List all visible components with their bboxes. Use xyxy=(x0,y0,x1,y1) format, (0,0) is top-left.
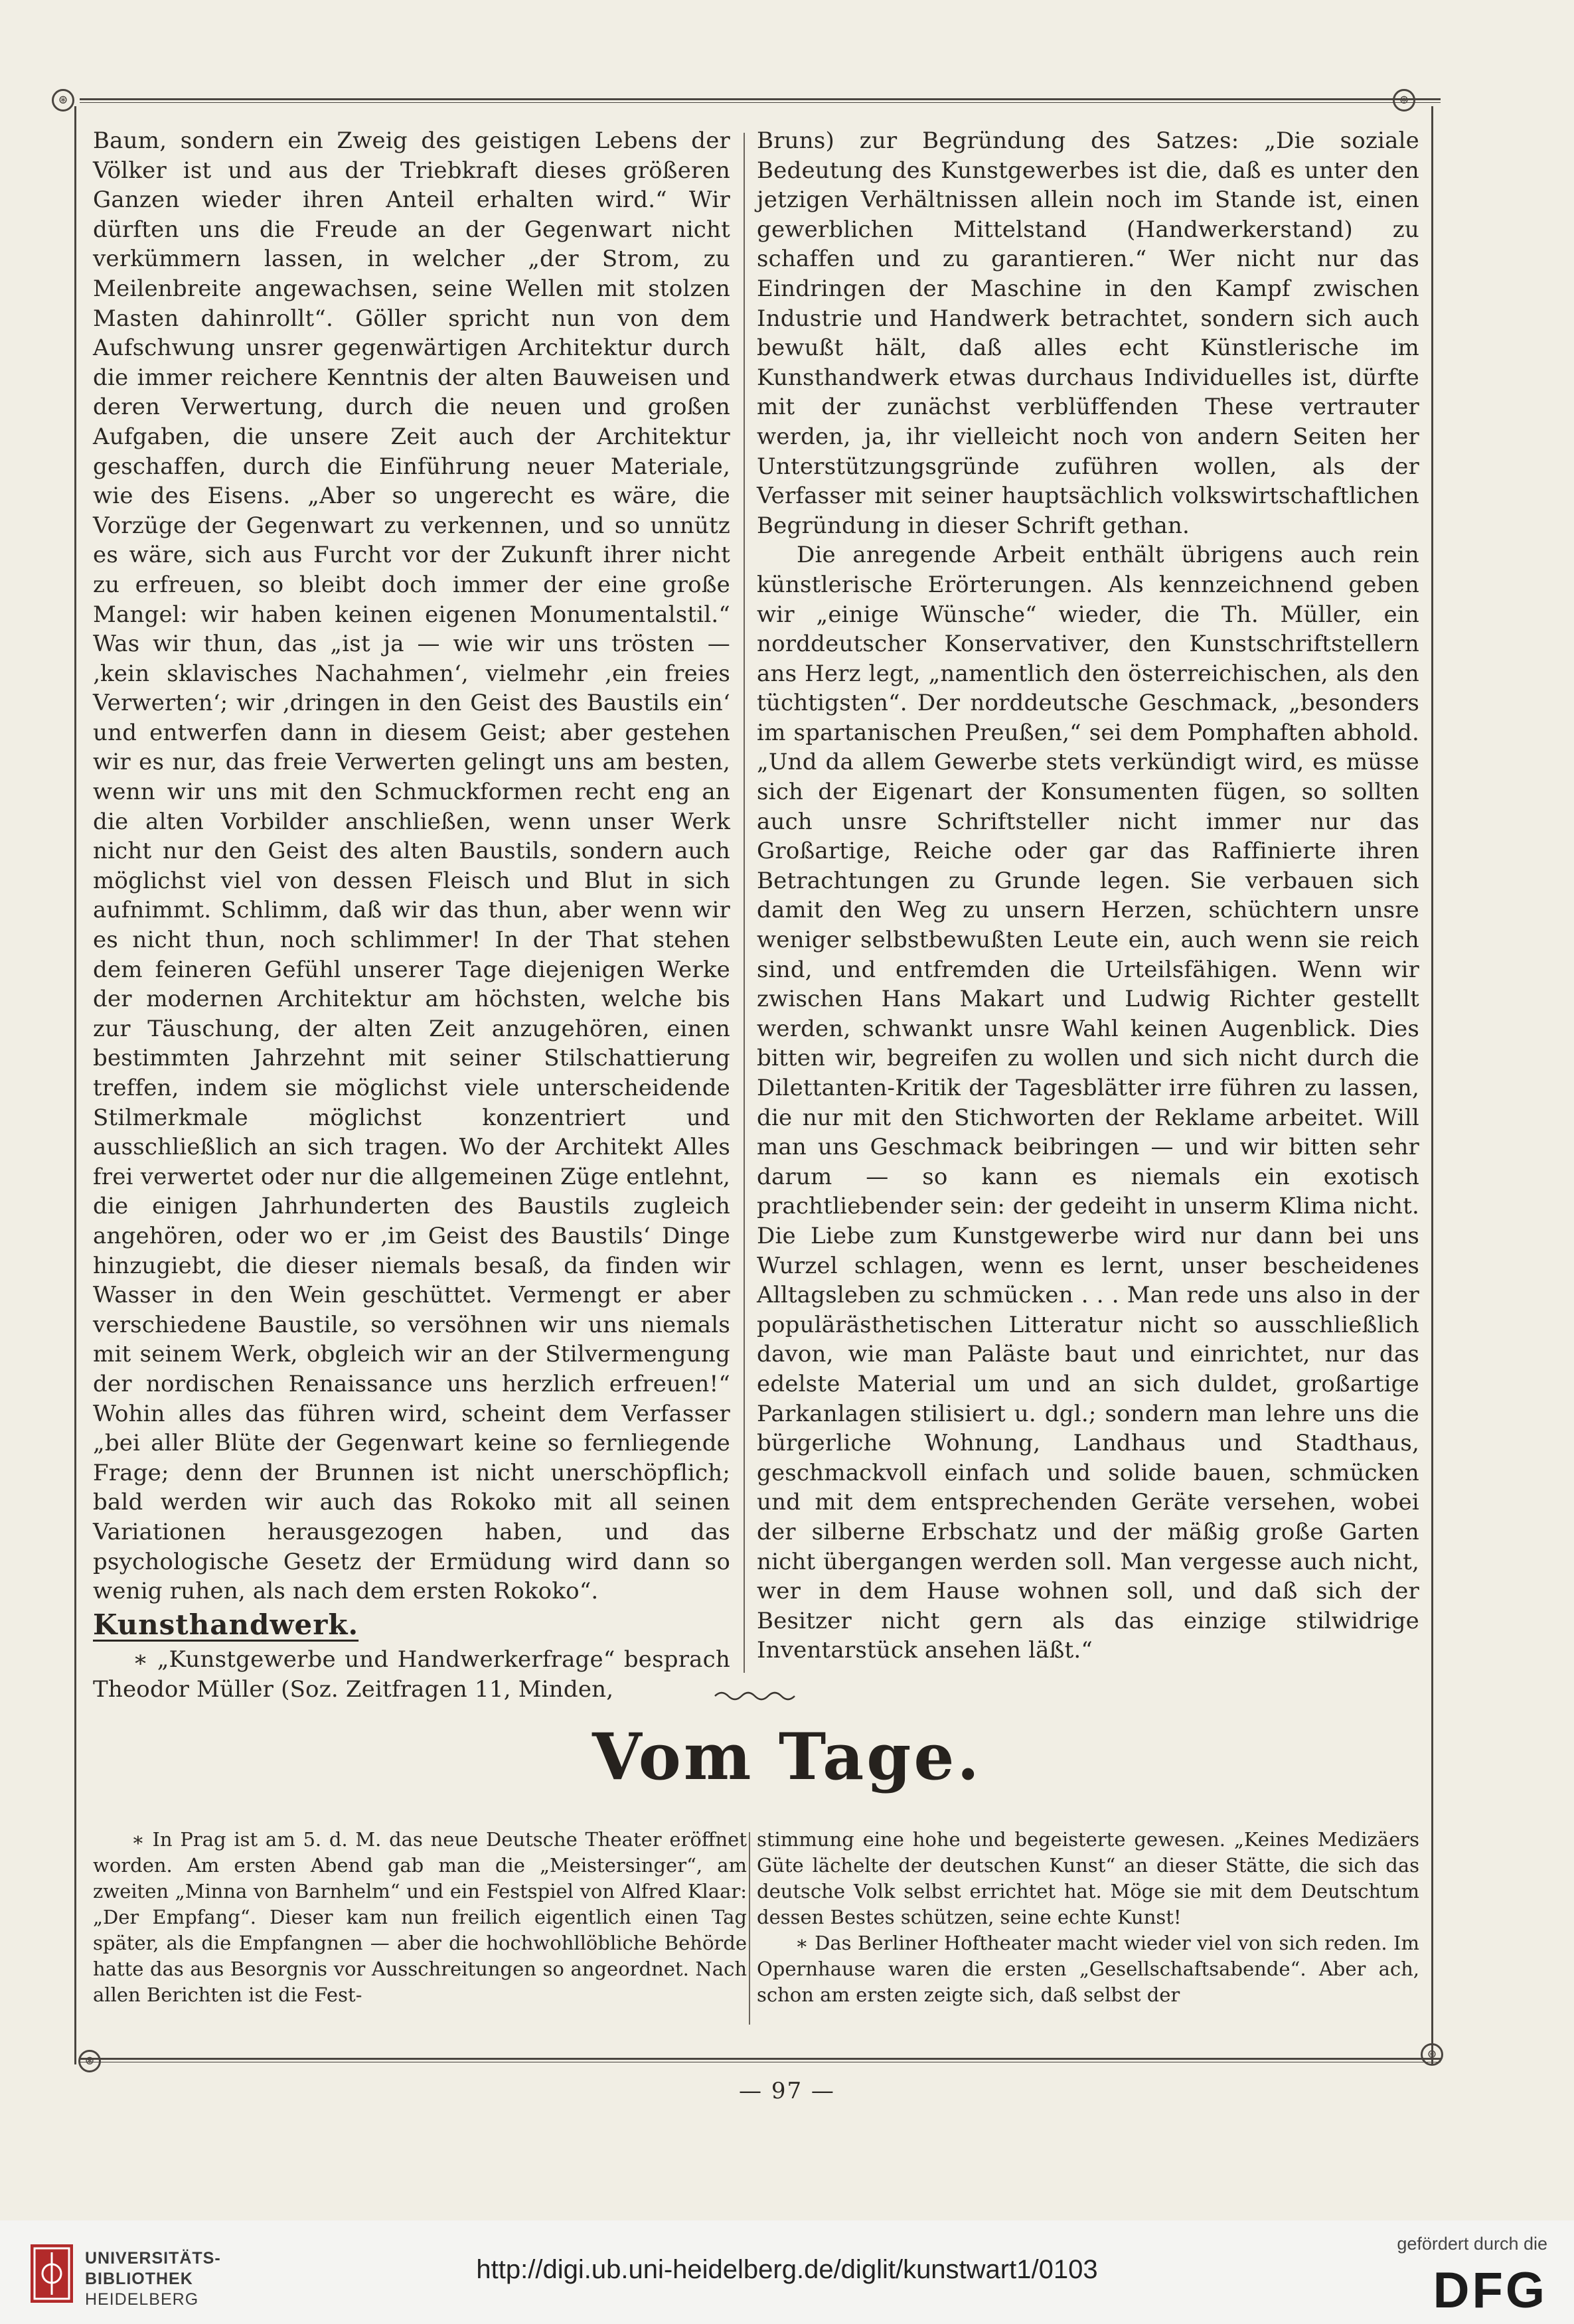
institution-line-1: UNIVERSITÄTS- xyxy=(85,2249,221,2268)
institution-line-2: BIBLIOTHEK xyxy=(85,2270,193,2288)
funded-by-label: gefördert durch die xyxy=(1397,2234,1547,2254)
page-number: — 97 — xyxy=(739,2078,835,2104)
ornament-bottom-right: ⊛ xyxy=(1421,2043,1443,2066)
top-rule-inner xyxy=(80,102,1441,103)
right-paragraph-2: Die anregende Arbeit enthält übrigens auch rein künstlerische Erörterungen. Als kennzeichnend geben wir „einige Wünsche“ wieder, die Th. Müller, ein norddeutscher Konservativer, den Kunstschriftstellern ans Herz legt, „namentlich den österreichischen, als den tüchtigsten“. Der norddeutsche Geschmack, „besonders im spartanischen Preußen,“ sei dem Pomphaften abhold. „Und da allem Gewerbe stets verkündigt wird, es müsse sich der Eigenart der Konsumenten fügen, so sollten auch unsre Schriftsteller nicht immer nur das Großartige, Reiche oder gar das Raffinierte ihren Betrachtungen zu Grunde legen. Sie verbauen sich damit den Weg zu unsern Herzen, schüchtern unsre weniger selbstbewußten Leute ein, auch wenn sie reich sind, und entfremden die Urteilsfähigen. Wenn wir zwischen Hans Makart und Ludwig Richter gestellt werden, schwankt unsre Wahl keinen Augenblick. Dies bitten wir, begreifen zu wollen und sich nicht durch die Dilettanten-Kritik der Tagesblätter irre führen zu lassen, die nur mit den Stichworten der Reklame arbeitet. Will man uns Geschmack beibringen — und wir bitten sehr darum — so kann es niemals ein exotisch prachtliebender sein: der gedeiht in unserm Klima nicht. Die Liebe zum Kunstgewerbe wird nur dann bei uns Wurzel schlagen, wenn es lernt, unser bescheidenes Alltagsleben zu schmücken . . . Man rede uns also in der populärästhetischen Litteratur nicht so ausschließlich davon, wie man Paläste baut und einrichtet, nur das edelste Material um und an sich duldet, großartige Parkanlagen stilisiert u. dgl.; sondern man lehre uns die bürgerliche Wohnung, Landhaus und Stadthaus, geschmackvoll einfach und solide bauen, schmücken und mit dem entsprechenden Geräte versehen, wobei der silberne Erbschatz und der mäßig große Garten nicht übergangen werden soll. Man vergesse auch nicht, wer in dem Hause wohnen soll, und daß sich der Besitzer nicht gern als das einzige stilwidrige Inventarstück ansehen läßt.“ xyxy=(757,542,1419,1664)
ornament-top-left: ⊛ xyxy=(52,89,74,112)
news-right-column xyxy=(757,1827,1419,2008)
section-heading-kunsthandwerk: Kunsthandwerk. xyxy=(93,1608,359,1641)
right-column xyxy=(757,126,1419,1666)
left-paragraph-1: Baum, sondern ein Zweig des geistigen Lebens der Völker ist und aus der Triebkraft dieses größeren Ganzen wieder ihren Anteil erhalten wird.“ Wir dürften uns die Freude an der Gegenwart nicht verkümmern lassen, in welcher „der Strom, zu Meilenbreite angewachsen, seine Wellen mit stolzen Masten dahinrollt“. Göller spricht nun von dem Aufschwung unsrer gegenwärtigen Architektur durch die immer reichere Kenntnis der alten Bauweisen und deren Verwertung, durch die neuen und großen Aufgaben, die unsere Zeit auch der Architektur geschaffen, durch die Einführung neuer Materiale, wie des Eisens. „Aber so ungerecht es wäre, die Vorzüge der Gegenwart zu verkennen, und so unnütz es wäre, sich aus Furcht vor der Zukunft ihrer nicht zu erfreuen, so bleibt doch immer der eine große Mangel: wir haben keinen eigenen Monumentalstil.“ Was wir thun, das „ist ja — wie wir uns trösten — ‚kein sklavisches Nachahmen‘, vielmehr ‚ein freies Verwerten‘; wir ‚dringen in den Geist des Baustils ein‘ und entwerfen dann in diesem Geist; aber gestehen wir es nur, das freie Verwerten gelingt uns am besten, wenn wir uns mit den Schmuckformen recht eng an die alten Vorbilder anschließen, wenn unser Werk nicht nur den Geist des alten Baustils, sondern auch möglichst viel von dessen Fleisch und Blut in sich aufnimmt. Schlimm, daß wir das thun, aber wenn wir es nicht thun, noch schlimmer! In der That stehen dem feineren Gefühl unserer Tage diejenigen Werke der modernen Architektur am höchsten, welche bis zur Täuschung, der alten Zeit anzugehören, einen bestimmten Jahrzehnt mit seiner Stilschattierung treffen, indem sie möglichst viele unterscheidende Stilmerkmale möglichst konzentriert und ausschließlich an sich tragen. Wo der Architekt Alles frei verwertet oder nur die allgemeinen Züge entlehnt, die einigen Jahrhunderten des Baustils zugleich angehören, oder wo er ‚im Geist des Baustils‘ Dinge hinzugiebt, die dieser niemals besaß, da finden wir Wasser in den Wein geschüttet. Vermengt er aber verschiedene Baustile, so versöhnen wir uns niemals mit seinem Werk, obgleich wir an der Stilvermengung der nordischen Renaissance uns herzlich erfreuen!“ Wohin alles das führen wird, scheint dem Verfasser „bei aller Blüte der Gegenwart keine so fernliegende Frage; denn der Brunnen ist nicht unerschöpflich; bald werden wir auch das Rokoko mit all seinen Variationen herausgezogen haben, und das psychologische Gesetz der Ermüdung wird dann so wenig ruhen, als nach dem ersten Rokoko“. xyxy=(93,127,730,1605)
column-separator-lower xyxy=(749,1832,750,2025)
column-separator-upper xyxy=(744,133,745,1673)
news-left-column xyxy=(93,1827,747,2008)
news-left-paragraph-1: ∗ In Prag ist am 5. d. M. das neue Deutsche Theater eröffnet worden. Am ersten Abend gab man die „Meistersinger“, am zweiten „Minna von Barnhelm“ und ein Festspiel von Alfred Klaar: „Der Empfang“. Dieser kam nun freilich eigentlich einen Tag später, als die Empfangnen — aber die hochwohllöbliche Behörde hatte das aus Besorgnis vor Ausschreitungen so angeordnet. Nach allen Berichten ist die Fest- xyxy=(93,1828,747,2006)
main-heading-vom-tage: Vom Tage. xyxy=(592,1719,982,1794)
institution-line-3: HEIDELBERG xyxy=(85,2290,199,2309)
right-paragraph-1: Bruns) zur Begründung des Satzes: „Die soziale Bedeutung des Kunstgewerbes ist die, daß es unter den jetzigen Verhältnissen allein noch im Stande ist, einen gewerblichen Mittelstand (Handwerkerstand) zu schaffen und zu garantieren.“ Wer nicht nur das Eindringen der Maschine in den Kampf zwischen Industrie und Handwerk betrachtet, sondern sich auch bewußt hält, daß alles echt Künstlerische im Kunsthandwerk etwas durchaus Individuelles ist, dürfte mit der zunächst verblüffenden These vertrauter werden, ja, ihr vielleicht noch von andern Seiten her Unterstützungsgründe zuführen wollen, als der Verfasser mit seiner hauptsächlich volkswirtschaftlichen Begründung in dieser Schrift gethan. xyxy=(757,127,1419,539)
dfg-logo[interactable]: DFG xyxy=(1433,2262,1547,2319)
news-right-paragraph-1: stimmung eine hohe und begeisterte gewesen. „Keines Medizäers Güte lächelte der deutschen Kunst“ an dieser Stätte, die sich das deutsche Volk selbst errichtet hat. Möge sie mit dem Deutschtum dessen Bestes schützen, seine echte Kunst! xyxy=(757,1828,1419,1928)
permalink-url[interactable]: http://digi.ub.uni-heidelberg.de/diglit/kunstwart1/0103 xyxy=(476,2255,1098,2284)
ornament-top-right: ⊛ xyxy=(1393,89,1415,112)
section-intro: ∗ „Kunstgewerbe und Handwerkerfrage“ besprach Theodor Müller (Soz. Zeitfragen 11, Minden, xyxy=(93,1646,730,1703)
viewer-footer xyxy=(0,2220,1574,2324)
squiggle-divider-icon xyxy=(714,1689,800,1703)
bottom-rule xyxy=(80,2058,1441,2060)
news-right-paragraph-2: ∗ Das Berliner Hoftheater macht wieder viel von sich reden. Im Opernhause waren die ersten „Gesellschaftsabende“. Aber ach, schon am ersten zeigte sich, daß selbst der xyxy=(757,1932,1419,2006)
top-rule xyxy=(80,98,1441,100)
left-column xyxy=(93,126,730,1704)
ornament-bottom-left: ⊛ xyxy=(78,2050,101,2072)
